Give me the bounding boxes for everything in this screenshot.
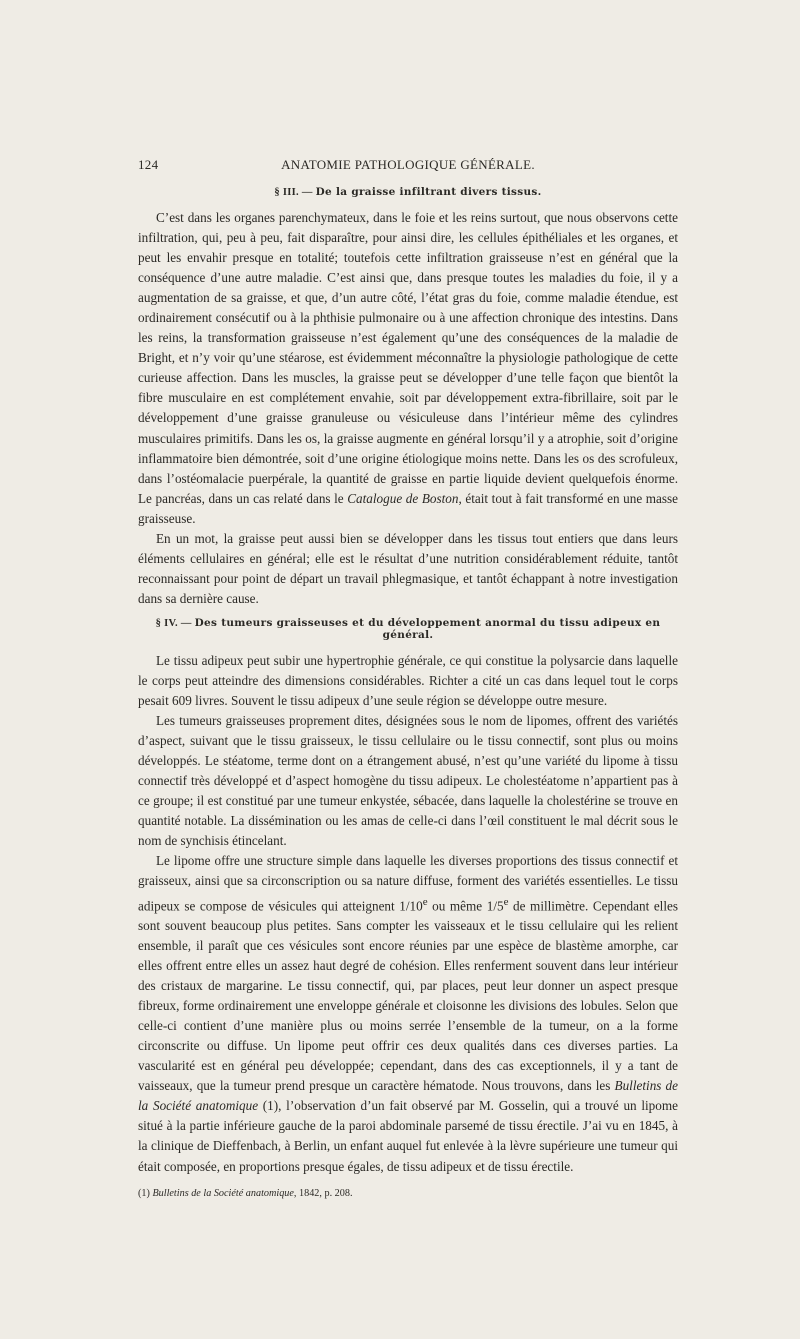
paragraph-text: , était tout à fait transformé en une masse graisseuse. <box>138 490 678 526</box>
section-title: De la graisse infiltrant divers tissus. <box>315 186 542 198</box>
paragraph-text: ou même 1/5 <box>427 897 504 913</box>
paragraph: Les tumeurs graisseuses proprement dites, désignées sous le nom de lipomes, offrent des variétés d’aspect, suivant que le tissu graisseux, le tissu cellulaire ou le tissu connectif, sont plus ou moins développés. Le stéatome, terme dont on a étrangement abusé, n’est qu’une variété du lipome à tissu connectif très développé et d’aspect homogène du tissu adipeux. Le cholestéatome n’appartient pas à ce groupe; il est constitué par une tumeur enkystée, sébacée, dans laquelle la cholestérine se trouve en quantité notable. La dissémination ou les amas de celle-ci dans l’œil constituent le mal décrit sous le nom de synchisis étincelant. <box>138 713 678 849</box>
section-title: Des tumeurs graisseuses et du développement anormal du tissu adipeux en général. <box>194 616 661 641</box>
paragraph <box>138 208 678 529</box>
book-title-reference: Catalogue de Boston <box>347 490 459 506</box>
footnote <box>138 1187 678 1201</box>
page-number: 124 <box>138 157 159 172</box>
footnote-marker: (1) <box>138 1187 150 1199</box>
paragraph-text: , l’observation d’un fait observé par M. Gosselin, qui a trouvé un lipome situé à la partie inférieure gauche de la paroi abdominale parsemé de tissu érectile. J’ai vu en 1845, à la clinique de Dieffenbach, à Berlin, un enfant auquel fut enlevée à la lèvre supérieure une tumeur qui était composée, en proportions presque égales, de tissu adipeux et de tissu érectile. <box>138 1098 678 1174</box>
footnote-journal: Bulletins de la Société anatomique <box>152 1187 294 1199</box>
journal-reference: Bulletins de la Société anatomique <box>138 1078 678 1114</box>
page-header <box>138 157 678 175</box>
footnote-reference: (1) <box>258 1098 279 1114</box>
section-number: § III. — <box>274 187 313 198</box>
paragraph-text: C’est dans les organes parenchymateux, dans le foie et les reins surtout, que nous observons cette infiltration, qui, peu à peu, fait disparaître, pour ainsi dire, les cellules épithéliales et les organes, et peut les envahir presque en totalité; toutefois cette infiltration graisseuse n’est en général que la conséquence d’une autre maladie. C’est ainsi que, dans presque toutes les maladies du foie, il y a augmentation de sa graisse, et que, d’un autre côté, l’état gras du foie, comme maladie étendue, est ordinairement consécutif ou à la phthisie pulmonaire ou à une affection chronique des intestins. Dans les reins, la transformation graisseuse n’est également qu’une des conséquences de la maladie de Bright, et n’y voir qu’une stéarose, est évidemment méconnaître la physiologie pathologique de cette curieuse affection. Dans les muscles, la graisse peut se développer d’une telle façon que bientôt la fibre musculaire en est complétement envahie, soit par développement extra-fibrillaire, soit par le développement d’une graisse granuleuse ou vésiculeuse dans l’intérieur même des cylindres musculaires primitifs. Dans les os, la graisse augmente en général lorsqu’il y a atrophie, soit d’origine inflammatoire bien démontrée, soit d’une origine étiologique moins nette. Dans les os des scrofuleux, dans l’ostéomalacie puerpérale, la quantité de graisse en partie liquide devient quelquefois énorme. Le pancréas, dans un cas relaté dans le <box>138 210 678 506</box>
footnote-citation: , 1842, p. 208. <box>293 1187 353 1199</box>
section-number: § IV. — <box>155 617 192 629</box>
section-heading-4 <box>138 617 678 641</box>
paragraph: Le tissu adipeux peut subir une hypertrophie générale, ce qui constitue la polysarcie dans laquelle le corps peut atteindre des dimensions considérables. Richter a cité un cas dans lequel tout le corps pesait 609 livres. Souvent le tissu adipeux d’une seule région se développe outre mesure. <box>138 652 678 709</box>
superscript: e <box>422 895 428 908</box>
paragraph: En un mot, la graisse peut aussi bien se développer dans les tissus tout entiers que dans leurs éléments cellulaires en général; elle est le résultat d’une nutrition considérablement réduite, tantôt reconnaissant pour point de départ un travail phlegmasique, et tantôt échappant à notre investigation dans sa dernière cause. <box>138 530 678 606</box>
section-heading-3 <box>138 186 678 198</box>
running-title: ANATOMIE PATHOLOGIQUE GÉNÉRALE. <box>281 157 535 172</box>
paragraph-text: de millimètre. Cependant elles sont souvent beaucoup plus petites. Sans compter les vaisseaux et le tissu cellulaire qui les relient ensemble, il paraît que ces vésicules sont encore réunies par une espèce de blastème amorphe, car elles offrent entre elles un assez haut degré de cohésion. Elles renferment souvent dans leur intérieur des cristaux de margarine. Le tissu connectif, qui, par places, peut leur donner un aspect presque fibreux, forme ordinairement une enveloppe générale et cloisonne les divisions des lobules. Selon que celle-ci contient d’une manière plus ou moins serrée l’ensemble de la tumeur, on a la forme circonscrite ou diffuse. Un lipome peut offrir ces deux qualités dans ces diverses parties. La vascularité est en général peu développée; cependant, dans des cas exceptionnels, il y a tant de vaisseaux, que la tumeur prend presque un caractère hématode. Nous trouvons, dans les <box>138 897 678 1094</box>
paragraph <box>138 851 678 1176</box>
superscript: e <box>503 895 509 908</box>
main-text <box>138 186 678 1201</box>
paragraph-text: Le lipome offre une structure simple dans laquelle les diverses proportions des tissus connectif et graisseux, ainsi que sa circonscription ou sa nature diffuse, forment des variétés essentielles. Le tissu adipeux se compose de vésicules qui atteignent 1/10 <box>138 853 678 913</box>
